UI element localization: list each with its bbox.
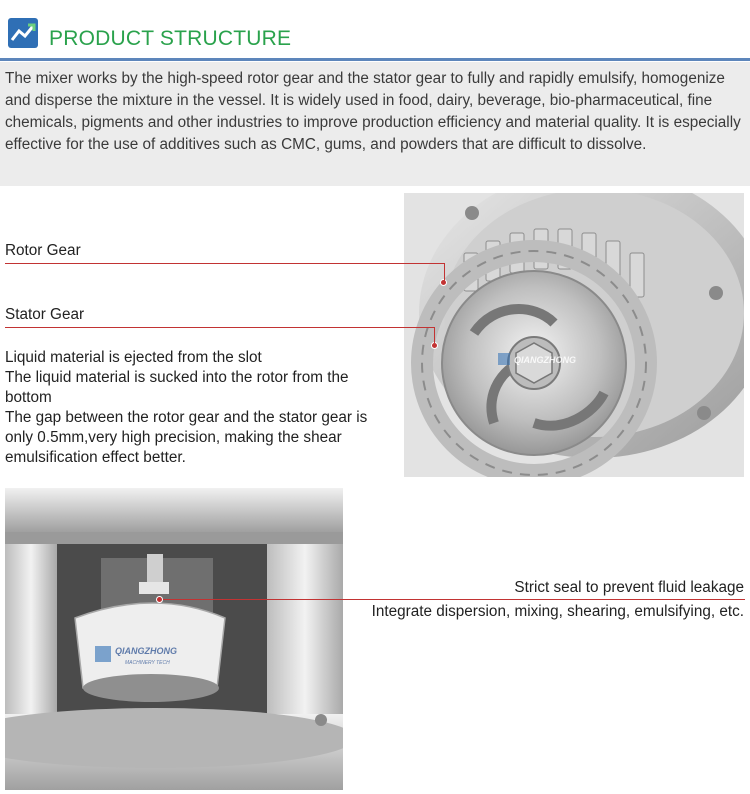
rotor-gear-label: Rotor Gear <box>5 242 81 259</box>
seal-leader <box>160 599 745 600</box>
mixer-seal-photo <box>5 488 343 790</box>
note-ejected: Liquid material is ejected from the slot <box>5 349 262 366</box>
page-title: PRODUCT STRUCTURE <box>49 27 292 50</box>
stator-gear-leader-drop <box>434 327 435 343</box>
intro-panel <box>0 62 750 186</box>
seal-label: Strict seal to prevent fluid leakage <box>514 579 744 596</box>
note-sucked: The liquid material is sucked into the rotor from the bottom <box>5 369 349 406</box>
rotor-stator-photo <box>404 193 744 477</box>
stator-gear-leader <box>5 327 435 328</box>
chart-logo-icon <box>6 16 40 50</box>
seal-marker <box>156 596 163 603</box>
section-header <box>0 0 750 62</box>
stator-gear-label: Stator Gear <box>5 306 85 323</box>
stator-gear-marker <box>431 342 438 349</box>
integrate-label: Integrate dispersion, mixing, shearing, emulsifying, etc. <box>371 603 744 620</box>
watermark-sub-bottom: MACHINERY TECH <box>125 660 170 666</box>
watermark-brand-bottom: QIANGZHONG <box>115 646 177 656</box>
intro-text: The mixer works by the high-speed rotor gear and the stator gear to fully and rapidly emulsify, homogenize and disperse the mixture in the vessel. It is widely used in food, dairy, beverage, bio-pharmaceutical, fine chemicals, pigments and other industries to improve production efficiency and material quality. It is especially effective for the use of additives such as CMC, gums, and powders that are difficult to dissolve. <box>5 70 741 153</box>
rotor-gear-leader-drop <box>444 263 445 281</box>
flow-notes <box>5 348 395 468</box>
header-divider <box>0 58 750 61</box>
note-gap: The gap between the rotor gear and the stator gear is only 0.5mm,very high precision, making the shear emulsification effect better. <box>5 409 368 466</box>
watermark-brand-top: QIANGZHONG <box>514 355 576 365</box>
rotor-gear-leader <box>5 263 445 264</box>
